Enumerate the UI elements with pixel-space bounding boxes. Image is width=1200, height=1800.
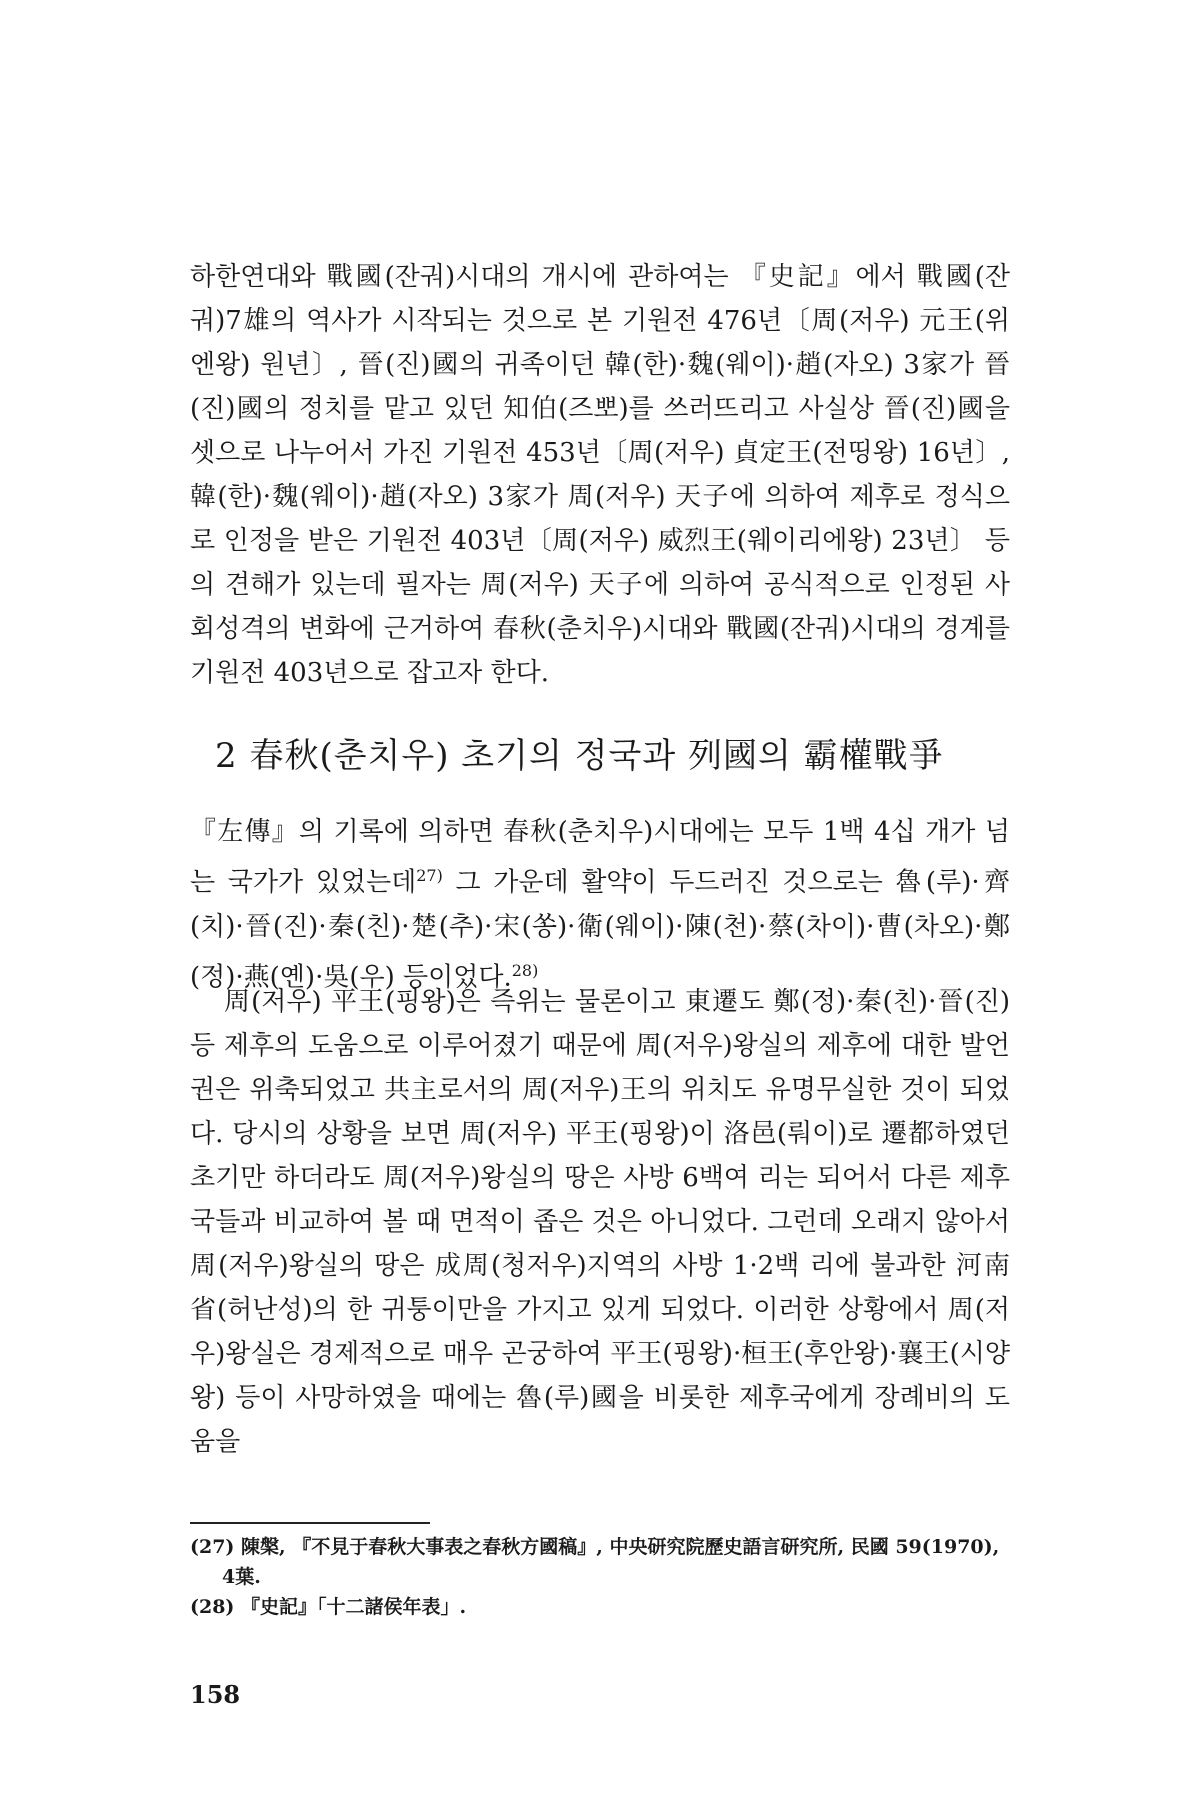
footnote-27: (27) 陳槃, 『不見于春秋大事表之春秋方國稿』, 中央研究院歷史語言研究所, 民國 59(1970), 4葉. — [190, 1536, 1000, 1588]
footnote-28: (28) 『史記』「十二諸侯年表」. — [190, 1596, 467, 1618]
footnotes — [190, 1532, 1010, 1622]
paragraph-2-text-a: 『左傳』의 기록에 의하면 春秋(춘치우)시대에는 모두 1백 4십 개가 넘는 국가가 있었는데 — [190, 817, 1010, 898]
body-paragraph-2 — [190, 810, 1010, 999]
body-paragraph-3: 周(저우) 平王(핑왕)은 즉위는 물론이고 東遷도 鄭(정)·秦(친)·晉(진) 등 제후의 도움으로 이루어졌기 때문에 周(저우)왕실의 제후에 대한 발언권은 위축되었고 共主로서의 周(저우)王의 위치도 유명무실한 것이 되었다. 당시의 상황을 보면 周(저우) 平王(핑왕)이 洛邑(뤄이)로 遷都하였던 초기만 하더라도 周(저우)왕실의 땅은 사방 6백여 리는 되어서 다른 제후국들과 비교하여 볼 때 면적이 좁은 것은 아니었다. 그런데 오래지 않아서 周(저우)왕실의 땅은 成周(청저우)지역의 사방 1·2백 리에 불과한 河南省(허난성)의 한 귀퉁이만을 가지고 있게 되었다. 이러한 상황에서 周(저우)왕실은 경제적으로 매우 곤궁하여 平王(핑왕)·桓王(후안왕)·襄王(시양왕) 등이 사망하였을 때에는 魯(루)國을 비롯한 제후국에게 장례비의 도움을 — [190, 987, 1011, 1457]
footnote-ref-28: 28) — [511, 960, 539, 980]
page-number: 158 — [190, 1680, 241, 1709]
section-heading: 2 春秋(춘치우) 초기의 정국과 列國의 霸權戰爭 — [215, 736, 944, 776]
paragraph-2-text-b: 그 가운데 활약이 두드러진 것으로는 魯(루)·齊(치)·晉(진)·秦(친)·楚(추)·宋(쏭)·衛(웨이)·陳(천)·蔡(차이)·曹(차오)·鄭(정)·燕(옌)·吳(우) 등이었다. — [190, 867, 1010, 993]
footnote-ref-27: 27) — [416, 866, 443, 885]
body-paragraph-1: 하한연대와 戰國(잔궈)시대의 개시에 관하여는 『史記』에서 戰國(잔궈)7雄의 역사가 시작되는 것으로 본 기원전 476년〔周(저우) 元王(위엔왕) 원년〕, 晉(진)國의 귀족이던 韓(한)·魏(웨이)·趙(자오) 3家가 晉(진)國의 정치를 맡고 있던 知伯(즈뽀)를 쓰러뜨리고 사실상 晉(진)國을 셋으로 나누어서 가진 기원전 453년〔周(저우) 貞定王(전띵왕) 16년〕, 韓(한)·魏(웨이)·趙(자오) 3家가 周(저우) 天子에 의하여 제후로 정식으로 인정을 받은 기원전 403년〔周(저우) 威烈王(웨이리에왕) 23년〕 등의 견해가 있는데 필자는 周(저우) 天子에 의하여 공식적으로 인정된 사회성격의 변화에 근거하여 春秋(춘치우)시대와 戰國(잔궈)시대의 경계를 기원전 403년으로 잡고자 한다. — [190, 262, 1010, 688]
footnote-divider — [190, 1522, 430, 1524]
